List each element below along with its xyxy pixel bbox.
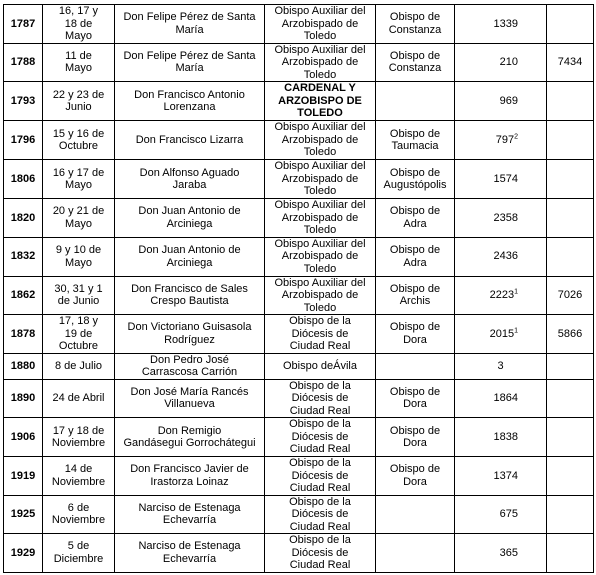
cell-title xyxy=(376,315,455,354)
cell-count xyxy=(455,457,547,496)
extra-text: 5866 xyxy=(557,327,583,340)
cell-year xyxy=(4,82,43,121)
date-text: 16 y 17 de Mayo xyxy=(52,166,105,191)
count-text: 2436 xyxy=(493,250,518,263)
count-text: 1374 xyxy=(493,469,518,482)
title-text: Obispo de Constanza xyxy=(388,11,442,36)
cell-title xyxy=(376,82,455,121)
year-text: 1787 xyxy=(10,17,36,30)
role-text: Obispo de la Diócesis de Ciudad Real xyxy=(289,315,351,352)
cell-extra xyxy=(547,315,594,354)
cell-title xyxy=(376,121,455,160)
cell-role xyxy=(265,82,376,121)
role-text: Obispo de la Diócesis de Ciudad Real xyxy=(289,379,351,417)
cell-name xyxy=(115,5,265,44)
title-text: Obispo de Dora xyxy=(389,463,441,488)
cell-count xyxy=(455,495,547,534)
table-row xyxy=(4,82,594,121)
cell-title xyxy=(376,534,455,573)
table-row xyxy=(4,495,594,534)
cell-name xyxy=(115,276,265,315)
cell-count xyxy=(455,418,547,457)
title-text: Obispo de Adra xyxy=(389,244,441,269)
name-text: Don Remigio Gandásegui Gorrochátegui xyxy=(123,424,256,449)
cell-date xyxy=(43,43,115,82)
name-text: Don Victoriano Guisasola Rodríguez xyxy=(127,321,252,346)
table-row xyxy=(4,199,594,238)
name-text: Don Francisco Javier de Irastorza Loinaz xyxy=(130,463,249,488)
cell-title xyxy=(376,457,455,496)
role-text: Obispo de la Diócesis de Ciudad Real xyxy=(289,457,351,494)
cell-extra xyxy=(547,43,594,82)
year-text: 1832 xyxy=(10,250,36,263)
confirmations-table xyxy=(3,4,594,573)
name-text: Narciso de Estenaga Echevarría xyxy=(138,540,241,565)
cell-year xyxy=(4,457,43,496)
cell-date xyxy=(43,353,115,379)
cell-role xyxy=(265,379,376,418)
cell-extra xyxy=(547,237,594,276)
cell-extra xyxy=(547,82,594,121)
cell-role xyxy=(265,353,376,379)
date-text: 22 y 23 de Junio xyxy=(52,88,105,113)
cell-title xyxy=(376,418,455,457)
title-text: Obispo de Constanza xyxy=(388,49,442,75)
count-text: 675 xyxy=(499,508,518,520)
name-text: Don Juan Antonio de Arciniega xyxy=(138,205,241,230)
footnote-marker: 1 xyxy=(514,288,518,296)
year-text: 1862 xyxy=(10,289,36,301)
role-text: Obispo Auxiliar del Arzobispado de Toledo xyxy=(274,43,366,81)
table-row xyxy=(4,418,594,457)
cell-role xyxy=(265,121,376,160)
cell-year xyxy=(4,418,43,457)
name-text: Don Francisco de Sales Crespo Bautista xyxy=(131,282,248,308)
count-text: 2223 xyxy=(489,289,515,301)
year-text: 1788 xyxy=(10,56,36,68)
date-text: 20 y 21 de Mayo xyxy=(52,205,105,230)
count-text: 2015 xyxy=(489,327,515,340)
cell-extra xyxy=(547,495,594,534)
document-page xyxy=(3,4,594,573)
role-text: Obispo de la Diócesis de Ciudad Real xyxy=(289,418,351,456)
title-text: Obispo de Archis xyxy=(389,282,441,308)
cell-year xyxy=(4,43,43,82)
count-text: 210 xyxy=(499,56,518,68)
title-text: Obispo de Dora xyxy=(389,385,441,411)
cell-date xyxy=(43,160,115,199)
date-text: 15 y 16 de Octubre xyxy=(52,127,105,152)
count-text: 2358 xyxy=(493,211,518,224)
role-text: Obispo de la Diócesis de Ciudad Real xyxy=(289,534,351,571)
cell-count xyxy=(455,199,547,238)
cell-count xyxy=(455,43,547,82)
name-text: Don Francisco Lizarra xyxy=(135,133,244,146)
title-text: Obispo de Adra xyxy=(389,205,441,230)
title-text: Obispo de Augustópolis xyxy=(383,166,447,191)
table-row xyxy=(4,121,594,160)
table-row xyxy=(4,43,594,82)
table-row xyxy=(4,457,594,496)
year-text: 1880 xyxy=(10,359,36,372)
count-text: 1339 xyxy=(493,17,518,30)
cell-role xyxy=(265,315,376,354)
cell-year xyxy=(4,199,43,238)
table-row xyxy=(4,276,594,315)
cell-name xyxy=(115,199,265,238)
cell-title xyxy=(376,199,455,238)
cell-extra xyxy=(547,534,594,573)
cell-date xyxy=(43,418,115,457)
cell-date xyxy=(43,82,115,121)
cell-title xyxy=(376,160,455,199)
cell-name xyxy=(115,534,265,573)
role-text: Obispo Auxiliar del Arzobispado de Toledo xyxy=(274,5,366,42)
cell-year xyxy=(4,276,43,315)
count-text: 797 xyxy=(495,133,515,146)
date-text: 6 de Noviembre xyxy=(51,501,106,527)
cell-extra xyxy=(547,457,594,496)
cell-year xyxy=(4,353,43,379)
year-text: 1793 xyxy=(10,94,36,107)
cell-title xyxy=(376,5,455,44)
name-text: Don Felipe Pérez de Santa María xyxy=(123,11,256,36)
role-text: Obispo Auxiliar del Arzobispado de Toledo xyxy=(274,121,366,159)
cell-extra xyxy=(547,418,594,457)
date-text: 5 de Diciembre xyxy=(53,540,104,565)
cell-count xyxy=(455,160,547,199)
name-text: Don Pedro José Carrascosa Carrión xyxy=(141,353,238,378)
table-row xyxy=(4,160,594,199)
table-row xyxy=(4,379,594,418)
cell-role xyxy=(265,43,376,82)
count-text: 1574 xyxy=(493,172,518,185)
cell-extra xyxy=(547,5,594,44)
cell-date xyxy=(43,121,115,160)
cell-title xyxy=(376,43,455,82)
year-text: 1906 xyxy=(10,430,36,443)
extra-text: 7434 xyxy=(557,56,583,68)
cell-role xyxy=(265,237,376,276)
cell-name xyxy=(115,315,265,354)
cell-name xyxy=(115,121,265,160)
cell-extra xyxy=(547,353,594,379)
cell-date xyxy=(43,276,115,315)
cell-count xyxy=(455,237,547,276)
cell-date xyxy=(43,457,115,496)
cell-role xyxy=(265,276,376,315)
date-text: 17, 18 y 19 de Octubre xyxy=(58,315,99,352)
cell-name xyxy=(115,418,265,457)
cell-extra xyxy=(547,121,594,160)
extra-text: 7026 xyxy=(557,289,583,301)
count-text: 1838 xyxy=(493,430,518,443)
cell-extra xyxy=(547,276,594,315)
year-text: 1890 xyxy=(10,392,36,404)
cell-title xyxy=(376,495,455,534)
name-text: Narciso de Estenaga Echevarría xyxy=(138,501,241,527)
title-text: Obispo de Dora xyxy=(389,424,441,449)
year-text: 1878 xyxy=(10,327,36,340)
cell-extra xyxy=(547,160,594,199)
count-text: 365 xyxy=(499,546,518,559)
cell-date xyxy=(43,315,115,354)
cell-name xyxy=(115,379,265,418)
cell-name xyxy=(115,353,265,379)
cell-role xyxy=(265,418,376,457)
cell-year xyxy=(4,5,43,44)
table-row xyxy=(4,353,594,379)
date-text: 11 de Mayo xyxy=(65,49,92,75)
cell-date xyxy=(43,379,115,418)
name-text: Don Francisco Antonio Lorenzana xyxy=(134,88,245,113)
cell-year xyxy=(4,121,43,160)
cell-year xyxy=(4,495,43,534)
date-text: 16, 17 y 18 de Mayo xyxy=(58,5,99,42)
cell-name xyxy=(115,237,265,276)
date-text: 9 y 10 de Mayo xyxy=(55,244,102,269)
role-text: Obispo de la Diócesis de Ciudad Real xyxy=(289,495,351,533)
cell-role xyxy=(265,199,376,238)
cell-name xyxy=(115,457,265,496)
name-text: Don Alfonso Aguado Jaraba xyxy=(139,166,240,191)
cell-title xyxy=(376,353,455,379)
date-text: 30, 31 y 1 de Junio xyxy=(54,282,103,308)
date-text: 14 de Noviembre xyxy=(51,463,106,488)
cell-year xyxy=(4,237,43,276)
year-text: 1796 xyxy=(10,133,36,146)
cell-name xyxy=(115,82,265,121)
cell-count xyxy=(455,5,547,44)
cell-role xyxy=(265,5,376,44)
cell-count xyxy=(455,121,547,160)
role-text: Obispo Auxiliar del Arzobispado de Toledo xyxy=(274,237,366,275)
cell-count xyxy=(455,276,547,315)
cell-title xyxy=(376,237,455,276)
cell-title xyxy=(376,276,455,315)
cell-count xyxy=(455,82,547,121)
cell-role xyxy=(265,160,376,199)
count-text: 1864 xyxy=(493,392,518,404)
year-text: 1925 xyxy=(10,508,36,520)
cell-date xyxy=(43,237,115,276)
cell-name xyxy=(115,495,265,534)
year-text: 1929 xyxy=(10,546,36,559)
year-text: 1919 xyxy=(10,469,36,482)
table-row xyxy=(4,5,594,44)
cell-year xyxy=(4,315,43,354)
count-text: 3 xyxy=(497,359,504,372)
cell-year xyxy=(4,160,43,199)
title-text: Obispo de Dora xyxy=(389,321,441,346)
name-text: Don José María Rancés Villanueva xyxy=(130,385,249,411)
cell-count xyxy=(455,534,547,573)
cell-count xyxy=(455,379,547,418)
cell-date xyxy=(43,495,115,534)
table-row xyxy=(4,534,594,573)
cell-count xyxy=(455,353,547,379)
name-text: Don Felipe Pérez de Santa María xyxy=(123,49,256,75)
count-text: 969 xyxy=(499,94,518,107)
table-body xyxy=(4,5,594,573)
date-text: 17 y 18 de Noviembre xyxy=(51,424,106,449)
cell-name xyxy=(115,160,265,199)
role-text: Obispo Auxiliar del Arzobispado de Toledo xyxy=(274,276,366,314)
cell-year xyxy=(4,534,43,573)
cell-extra xyxy=(547,199,594,238)
role-text: Obispo Auxiliar del Arzobispado de Toledo xyxy=(274,199,366,236)
year-text: 1806 xyxy=(10,172,36,185)
cell-year xyxy=(4,379,43,418)
cell-count xyxy=(455,315,547,354)
cell-title xyxy=(376,379,455,418)
cell-extra xyxy=(547,379,594,418)
footnote-marker: 1 xyxy=(514,326,518,334)
cell-date xyxy=(43,5,115,44)
title-text: Obispo de Taumacia xyxy=(389,127,441,152)
footnote-marker: 2 xyxy=(514,133,518,141)
table-row xyxy=(4,315,594,354)
year-text: 1820 xyxy=(10,211,36,224)
role-text: CARDENAL Y ARZOBISPO DE TOLEDO xyxy=(278,82,362,120)
name-text: Don Juan Antonio de Arciniega xyxy=(138,244,241,269)
date-text: 24 de Abril xyxy=(52,392,105,404)
cell-name xyxy=(115,43,265,82)
cell-date xyxy=(43,534,115,573)
cell-role xyxy=(265,457,376,496)
role-text: Obispo Auxiliar del Arzobispado de Toledo xyxy=(274,160,366,198)
role-text: Obispo deÁvila xyxy=(283,359,357,372)
date-text: 8 de Julio xyxy=(54,359,103,372)
cell-date xyxy=(43,199,115,238)
cell-role xyxy=(265,495,376,534)
table-row xyxy=(4,237,594,276)
cell-role xyxy=(265,534,376,573)
